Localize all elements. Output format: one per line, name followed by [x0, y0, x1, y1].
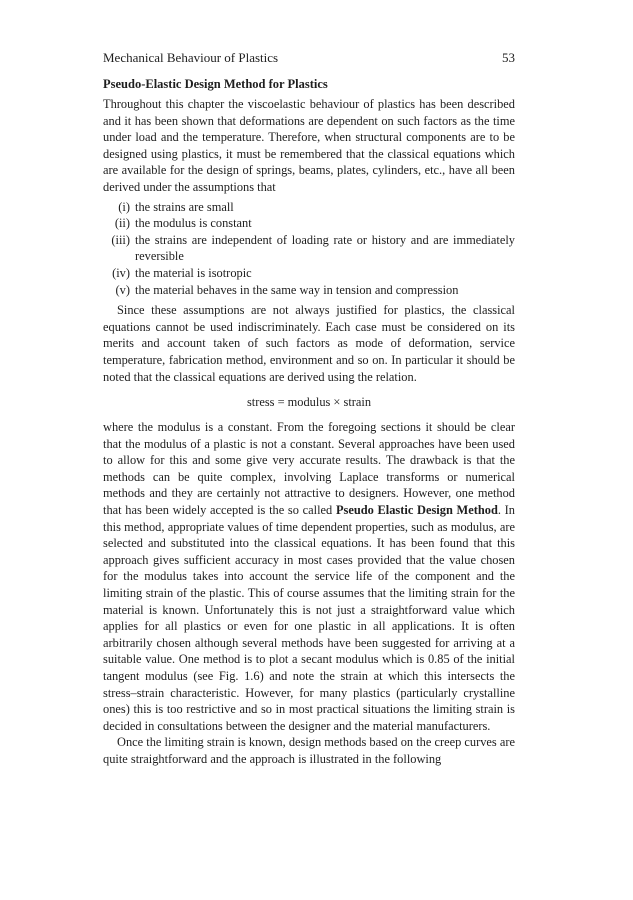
list-item-text: the strains are small	[135, 199, 234, 214]
list-item-number: (i)	[118, 199, 130, 214]
running-header	[103, 50, 515, 66]
list-item-text: the material is isotropic	[135, 265, 252, 280]
assumptions-list	[103, 199, 515, 299]
list-item-text: the material behaves in the same way in tension and compression	[135, 282, 459, 297]
running-title: Mechanical Behaviour of Plastics	[103, 50, 279, 65]
list-item	[103, 199, 515, 216]
paragraph-text-part-b: . In this method, appropriate values of time dependent properties, such as modulus, are selected and substituted into the classical equations. It has been found that this approach gives sufficient accuracy in most cases provided that the value chosen for the modulus takes into account the service life of the component and the limiting strain of the plastic. This of course assumes that the limiting strain for the material is known. Unfortunately this is not just a straightforward value which applies for all plastics or even for one plastic in all applications. It is often arbitrarily chosen although several methods have been suggested for arriving at a suitable value. One method is to plot a secant modulus which is 0.85 of the initial tangent modulus (see Fig. 1.6) and note the strain at which this intersects the stress–strain characteristic. However, for many plastics (particularly crystalline ones) this is too restrictive and so in most practical situations the limiting strain is decided in consultations between the designer and the material manufacturers.	[103, 503, 515, 733]
equation-stress-modulus-strain: stress = modulus × strain	[246, 395, 372, 410]
book-page	[103, 50, 515, 768]
list-item-number: (v)	[115, 282, 130, 297]
list-item-number: (iii)	[111, 232, 130, 247]
list-item-text: the modulus is constant	[135, 216, 252, 231]
defined-term: Pseudo Elastic Design Method	[335, 503, 498, 518]
list-item	[103, 232, 515, 265]
page-number: 53	[502, 50, 515, 65]
list-item-text: the strains are independent of loading rate or history and are immediately reversible	[135, 232, 515, 264]
paragraph-pseudo-elastic-method	[103, 419, 515, 734]
list-item	[103, 265, 515, 282]
list-item-number: (ii)	[114, 216, 130, 231]
paragraph-assumptions-caveat: Since these assumptions are not always justified for plastics, the classical equations cannot be used indiscriminately. Each case must be considered on its merits and account taken of such factors as mode of deformation, service temperature, fabrication method, environment and so on. In particular it should be noted that the classical equations are derived using the relation.	[103, 303, 515, 384]
paragraph-limiting-strain: Once the limiting strain is known, design methods based on the creep curves are quite straightforward and the approach is illustrated in the following	[103, 735, 515, 766]
list-item-number: (iv)	[112, 265, 130, 280]
paragraph-intro: Throughout this chapter the viscoelastic behaviour of plastics has been described and it has been shown that deformations are dependent on such factors as the time under load and the temperature. Therefore, when structural components are to be designed using plastics, it must be remembered that the classical equations which are available for the design of springs, beams, plates, cylinders, etc., have all been derived under the assumptions that	[103, 97, 515, 194]
paragraph-text-part-a: where the modulus is a constant. From the foregoing sections it should be clear that the modulus of a plastic is not a constant. Several approaches have been used to allow for this and some give very accurate results. The drawback is that the methods can be quite complex, involving Laplace transforms or numerical methods and they are certainly not attractive to designers. However, one method that has been widely accepted is the so called	[103, 420, 515, 518]
list-item	[103, 282, 515, 299]
list-item	[103, 215, 515, 232]
section-heading: Pseudo-Elastic Design Method for Plastics	[103, 77, 328, 91]
